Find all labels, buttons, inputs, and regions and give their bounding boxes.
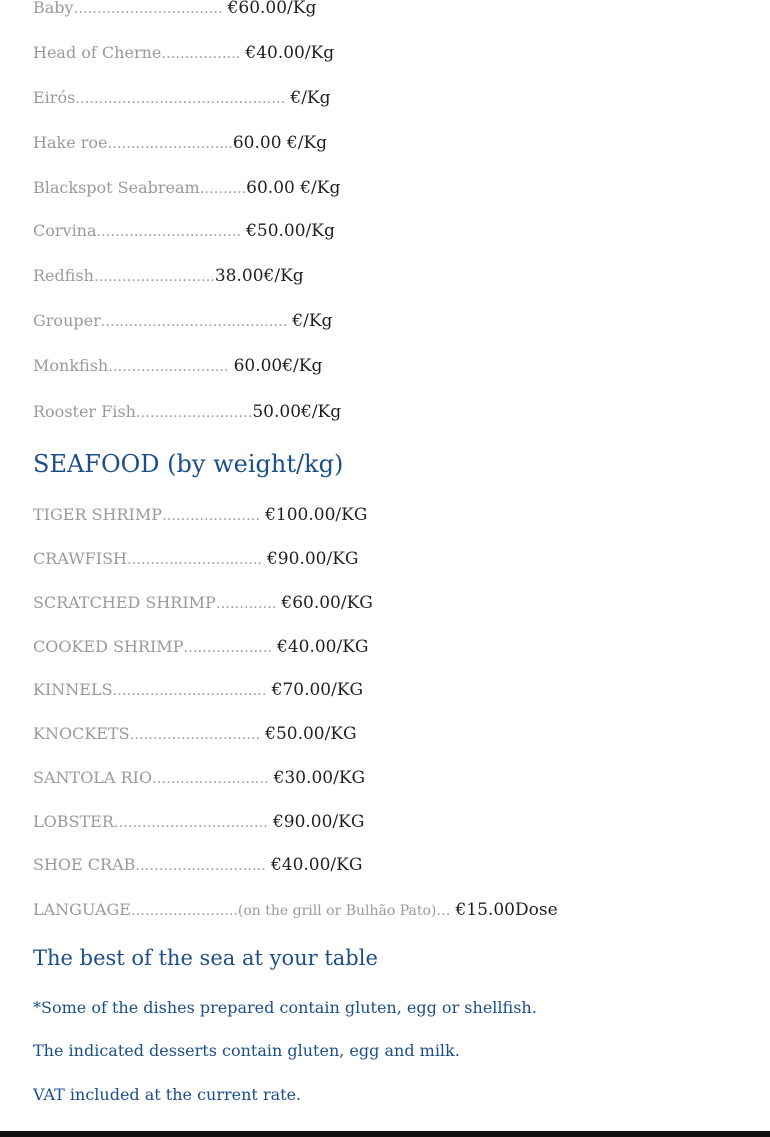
item-name: SHOE CRAB xyxy=(33,855,136,874)
menu-item-corvina xyxy=(33,221,335,242)
item-price: 60.00 €/Kg xyxy=(232,133,328,153)
allergen-note: *Some of the dishes prepared contain gluten, egg or shellfish. xyxy=(33,998,537,1017)
item-price: 50.00€/Kg xyxy=(252,402,342,422)
dot-leader: ……………………….. xyxy=(126,552,262,568)
menu-item-crawfish xyxy=(33,549,358,570)
menu-item-santola-rio xyxy=(33,768,365,789)
item-price: €/Kg xyxy=(292,311,333,331)
item-price: €50.00/KG xyxy=(265,724,357,744)
desserts-note: The indicated desserts contain gluten, egg and milk. xyxy=(33,1041,460,1060)
dot-leader: …………..….…….. xyxy=(108,359,229,375)
item-name: Blackspot Seabream xyxy=(33,178,200,197)
item-name: COOKED SHRIMP xyxy=(33,637,184,656)
dot-leader: ………………………. xyxy=(135,858,266,874)
menu-item-baby xyxy=(33,0,316,19)
item-name: Corvina xyxy=(33,221,97,240)
item-name: LOBSTER xyxy=(33,812,114,831)
dot-leader: …………………….……. xyxy=(73,1,223,17)
dot-leader: …………….……… xyxy=(135,405,253,421)
menu-item-lobster xyxy=(33,812,364,833)
dot-leader: ………………….. xyxy=(130,903,238,919)
menu-item-redfish xyxy=(33,266,304,287)
menu-item-knockets xyxy=(33,724,357,745)
item-name: Rooster Fish xyxy=(33,402,136,421)
item-name: Grouper xyxy=(33,311,101,330)
item-price: €40.00/KG xyxy=(277,637,369,657)
item-name: LANGUAGE xyxy=(33,900,131,919)
tagline-heading: The best of the sea at your table xyxy=(33,946,378,970)
menu-item-hake-roe xyxy=(33,133,327,154)
item-price: €90.00/KG xyxy=(272,812,365,832)
item-name: Eirós xyxy=(33,88,76,107)
menu-item-cooked-shrimp xyxy=(33,637,369,658)
item-price: €40.00/Kg xyxy=(245,43,335,63)
menu-item-scratched-shrimp xyxy=(33,593,373,614)
item-name: Head of Cherne xyxy=(33,43,162,62)
item-name: Redfish xyxy=(33,266,94,285)
item-price: 38.00€/Kg xyxy=(214,266,304,286)
dot-leader: ……………….……. xyxy=(93,269,215,285)
item-price: €30.00/KG xyxy=(273,768,366,788)
item-name: SCRATCHED SHRIMP xyxy=(33,593,216,612)
dot-leader: ……………….…….. xyxy=(107,136,233,152)
menu-item-rooster-fish xyxy=(33,402,341,423)
item-name: Baby xyxy=(33,0,74,17)
dot-leader: ………………… xyxy=(162,508,261,524)
menu-item-eiros xyxy=(33,88,331,109)
dot-leader: …………………………. xyxy=(96,224,241,240)
item-price: €100.00/KG xyxy=(265,505,368,525)
dot-leader: …………. xyxy=(215,596,277,612)
item-name: KINNELS xyxy=(33,680,113,699)
menu-item-blackspot-seabream xyxy=(33,178,340,199)
item-name: KNOCKETS xyxy=(33,724,130,743)
menu-item-language xyxy=(33,900,558,921)
dot-leader: ………. xyxy=(199,181,247,197)
item-price: 60.00 €/Kg xyxy=(246,178,341,198)
seafood-heading: SEAFOOD (by weight/kg) xyxy=(33,450,344,478)
menu-item-head-of-cherne xyxy=(33,43,334,64)
page-bottom-bar xyxy=(0,1131,770,1137)
item-name: CRAWFISH xyxy=(33,549,127,568)
item-price: €/Kg xyxy=(290,88,331,108)
item-price: €15.00Dose xyxy=(455,900,558,920)
vat-note: VAT included at the current rate. xyxy=(33,1085,302,1104)
menu-item-shoe-crab xyxy=(33,855,362,876)
item-price: €70.00/KG xyxy=(271,680,364,700)
item-name: Hake roe xyxy=(33,133,108,152)
item-preparation-note: (on the grill or Bulhão Pato)… xyxy=(237,903,451,919)
dot-leader: …….………. xyxy=(161,46,241,62)
menu-item-grouper xyxy=(33,311,332,332)
menu-item-monkfish xyxy=(33,356,322,377)
item-price: €60.00/Kg xyxy=(227,0,317,18)
item-price: €60.00/KG xyxy=(281,593,373,613)
item-price: €50.00/Kg xyxy=(246,221,335,241)
menu-item-tiger-shrimp xyxy=(33,505,367,526)
item-price: €90.00/KG xyxy=(266,549,359,569)
item-name: TIGER SHRIMP xyxy=(33,505,163,524)
menu-item-kinnels xyxy=(33,680,363,701)
item-name: SANTOLA RIO xyxy=(33,768,153,787)
dot-leader: ………………………. xyxy=(129,727,261,743)
dot-leader: …………………………… xyxy=(113,815,268,831)
item-price: 60.00€/Kg xyxy=(233,356,323,376)
dot-leader: ………………. xyxy=(183,640,272,656)
dot-leader: ……………………………………… xyxy=(75,91,286,107)
item-name: Monkfish xyxy=(33,356,109,375)
dot-leader: …………………………… xyxy=(112,683,267,699)
dot-leader: ……………………. xyxy=(152,771,269,787)
dot-leader: …………………………………. xyxy=(100,314,288,330)
item-price: €40.00/KG xyxy=(270,855,363,875)
